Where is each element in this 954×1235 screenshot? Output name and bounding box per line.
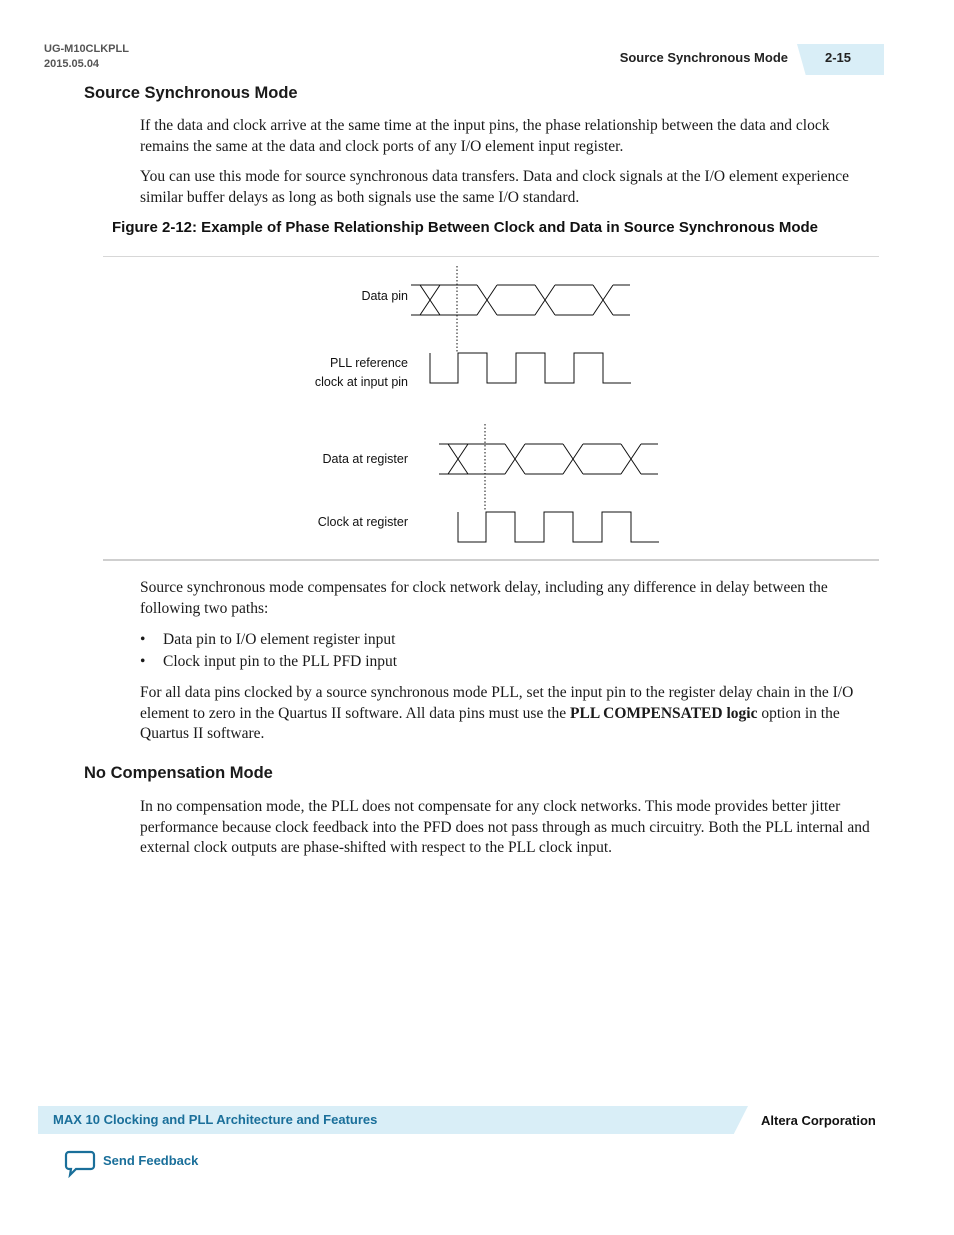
doc-date: 2015.05.04	[44, 58, 100, 70]
page-number: 2-15	[825, 50, 852, 65]
clock-register-waveform	[458, 512, 659, 542]
paragraph-usage: You can use this mode for source synchronous data transfers. Data and clock signals at the I/O element experience similar buffer delays as long as both signals use the same I/O standard.	[140, 168, 850, 206]
running-header-title: Source Synchronous Mode	[619, 50, 788, 65]
paragraph-delay-chain: For all data pins clocked by a source synchronous mode PLL, set the input pin to the register delay chain in the I/O element to zero in the Quartus II software. All data pins must use the PLL COMPENSATED logic option in the Quartus II software.	[140, 684, 854, 742]
list-item: • Clock input pin to the PLL PFD input	[140, 653, 398, 670]
data-register-waveform	[439, 444, 658, 474]
label-pll-reference-line1: PLL reference	[329, 356, 408, 370]
label-data-at-register: Data at register	[322, 452, 408, 466]
label-data-pin: Data pin	[361, 289, 408, 303]
footer-document-title: MAX 10 Clocking and PLL Architecture and Features	[53, 1112, 378, 1127]
footer-company: Altera Corporation	[761, 1113, 876, 1128]
doc-code: UG-M10CLKPLL	[44, 43, 129, 55]
pll-ref-clock-waveform	[430, 353, 631, 383]
paragraph-phase-relationship: If the data and clock arrive at the same time at the input pins, the phase relationship between the data and clock remains the same at the data and clock ports of any I/O element input register.	[140, 117, 830, 155]
figure-bottom-rule	[103, 559, 879, 561]
list-item: • Data pin to I/O element register input	[140, 631, 396, 648]
paragraph-compensation: Source synchronous mode compensates for clock network delay, including any difference in delay between the following two paths:	[140, 579, 828, 617]
label-pll-reference-line2: clock at input pin	[314, 375, 408, 389]
speech-bubble-icon[interactable]	[64, 1150, 96, 1178]
paragraph-no-compensation: In no compensation mode, the PLL does not compensate for any clock networks. This mode provides better jitter performance because clock feedback into the PFD does not pass through as much circuitry. Both the PLL internal and external clock outputs are phase-shifted with respect to the PLL clock input.	[140, 798, 870, 856]
figure-title: Figure 2-12: Example of Phase Relationship Between Clock and Data in Source Synchronous Mode	[112, 219, 818, 236]
label-clock-at-register: Clock at register	[317, 515, 408, 529]
pll-compensated-option: PLL COMPENSATED logic	[570, 704, 758, 722]
send-feedback-link[interactable]: Send Feedback	[103, 1153, 199, 1168]
timing-diagram	[0, 0, 954, 600]
section-heading-source-synchronous: Source Synchronous Mode	[84, 84, 298, 102]
list-item-text: Data pin to I/O element register input	[163, 631, 396, 648]
section-heading-no-compensation: No Compensation Mode	[84, 764, 273, 782]
data-pin-waveform	[411, 285, 630, 315]
path-list	[140, 629, 397, 673]
list-item-text: Clock input pin to the PLL PFD input	[163, 653, 398, 670]
